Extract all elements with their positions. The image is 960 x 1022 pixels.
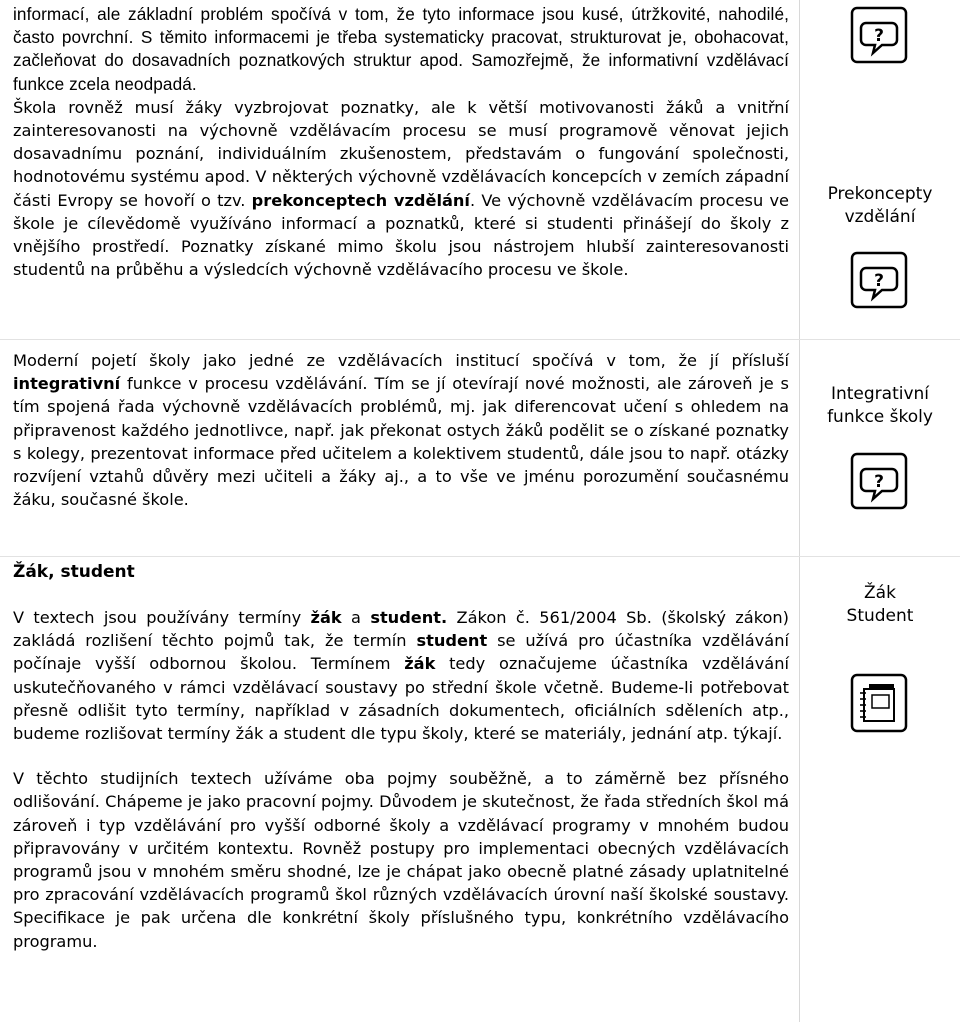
question-bubble-icon bbox=[850, 452, 908, 510]
sidebar-label-line: funkce školy bbox=[827, 407, 933, 427]
paragraph-intro: informací, ale základní problém spočívá v tom, že tyto informace jsou kusé, útržkovité, nahodilé, často povrchní. S těmito informacemi je třeba systematicky pracovat, strukturovat je, obohacovat, začleňovat do dosavadních poznatkových struktur apod. Samozřejmě, že informativní vzdělávací funkce zcela neodpadá. bbox=[13, 4, 789, 94]
sidebar-label-zak-student bbox=[800, 582, 960, 628]
section-divider bbox=[0, 556, 960, 557]
section-prekoncepty bbox=[13, 3, 789, 281]
text-run: tedy označujeme účastníka vzdělávání uskutečňovaného v rámci vzdělávací soustavy po střední škole včetně. Budeme-li potřebovat přesně odlišit tyto termíny, například v zásadních dokumentech, oficiálních sděleních atp., budeme rozlišovat termíny žák a student dle typu školy, které se materiály, jednání atp. týkají. bbox=[13, 654, 789, 744]
term-student: student. bbox=[370, 608, 448, 627]
paragraph-integrativni bbox=[13, 349, 789, 511]
paragraph-prekoncepty bbox=[13, 96, 789, 282]
column-divider bbox=[799, 0, 800, 1022]
svg-text:?: ? bbox=[874, 26, 884, 46]
term-integrativni: integrativní bbox=[13, 374, 121, 394]
term-prekoncepty: prekonceptech vzdělání bbox=[251, 190, 470, 210]
sidebar-label-line: Prekoncepty bbox=[827, 184, 933, 204]
term-zak: žák bbox=[310, 608, 342, 627]
section-zak-student bbox=[13, 560, 789, 953]
section-divider bbox=[0, 339, 960, 340]
text-run: Škola rovněž musí žáky vyzbrojovat poznatky, ale k větší motivovanosti žáků a vnitřní zainteresovanosti na výchovně vzdělávacím procesu se musí programově věnovat jejich dosavadnímu poznání, individuálním zkušenostem, představám o fungování společnosti, hodnotovému systému apod. V některých výchovně vzdělávacích koncepcích v zemích západní části Evropy se hovoří o tzv. bbox=[13, 97, 789, 210]
sidebar-label-line: Student bbox=[846, 606, 914, 626]
section-heading: Žák, student bbox=[13, 562, 135, 582]
text-run: se užívá pro účastníka vzdělávání počínaje vyšší odbornou školou. Termínem bbox=[13, 631, 789, 674]
svg-text:?: ? bbox=[874, 472, 884, 492]
svg-text:?: ? bbox=[874, 271, 884, 291]
text-run: . Ve výchovně vzdělávacím procesu ve škole je cílevědomě využíváno informací a poznatků, které si studenti přinášejí do školy z vnějšího prostředí. Poznatky získané mimo školu jsou nástrojem hlubší zainteresovanosti studentů na průběhu a výsledcích výchovně vzdělávacího procesu ve škole. bbox=[13, 190, 789, 280]
sidebar-label-integrativni bbox=[800, 383, 960, 429]
text-run: Moderní pojetí školy jako jedné ze vzdělávacích institucí spočívá v tom, že jí přísluší bbox=[13, 351, 789, 370]
term-student: student bbox=[416, 631, 488, 651]
sidebar-label-line: Integrativní bbox=[830, 384, 930, 404]
sidebar-label-line: Žák bbox=[864, 583, 896, 603]
paragraph-study-texts: V těchto studijních textech užíváme oba pojmy souběžně, a to záměrně bez přísného odlišování. Chápeme je jako pracovní pojmy. Důvodem je skutečnost, že řada středních škol má zároveň i typ vzdělávání pro vyšší odborné školy a vzdělávací programy v mnohém budou připravovány v určitém kontextu. Rovněž postupy pro implementaci obecných vzdělávacích programů jsou v mnohém směru shodné, lze je chápat jako obecně platné zásady uplatnitelné pro zpracování vzdělávacích programů škol různých vzdělávacích úrovní naší školské soustavy. Specifikace je pak určena dle konkrétní školy příslušného typu, konkrétního vzdělávacího programu. bbox=[13, 769, 789, 951]
question-bubble-icon bbox=[850, 6, 908, 64]
sidebar-label-prekoncepty bbox=[800, 183, 960, 229]
sidebar-label-line: vzdělání bbox=[844, 207, 916, 227]
text-run: funkce v procesu vzdělávání. Tím se jí otevírají nové možnosti, ale zároveň je s tím spojená řada výchovně vzdělávacích problémů, mj. jak diferencovat učení s ohledem na připravenost každého jednotlivce, např. jak překonat ostych žáků podělit se o získané poznatky s kolegy, prezentovat informace před učitelem a kolektivem studentů, dále jsou to např. otázky rozvíjení vztahů důvěry mezi učiteli a žáky aj., a to vše ve jménu porozumění současnému žáku, současné škole. bbox=[13, 374, 789, 510]
term-zak: žák bbox=[404, 654, 436, 674]
text-run: a bbox=[351, 608, 361, 627]
question-bubble-icon bbox=[850, 251, 908, 309]
section-integrativni bbox=[13, 349, 789, 511]
text-run: V textech jsou používány termíny bbox=[13, 608, 302, 627]
text-run: Zákon č. 561/2004 Sb. (školský zákon) zakládá rozlišení těchto pojmů tak, že termín bbox=[13, 608, 789, 651]
notebook-icon bbox=[850, 673, 908, 733]
paragraph-terms bbox=[13, 606, 789, 745]
